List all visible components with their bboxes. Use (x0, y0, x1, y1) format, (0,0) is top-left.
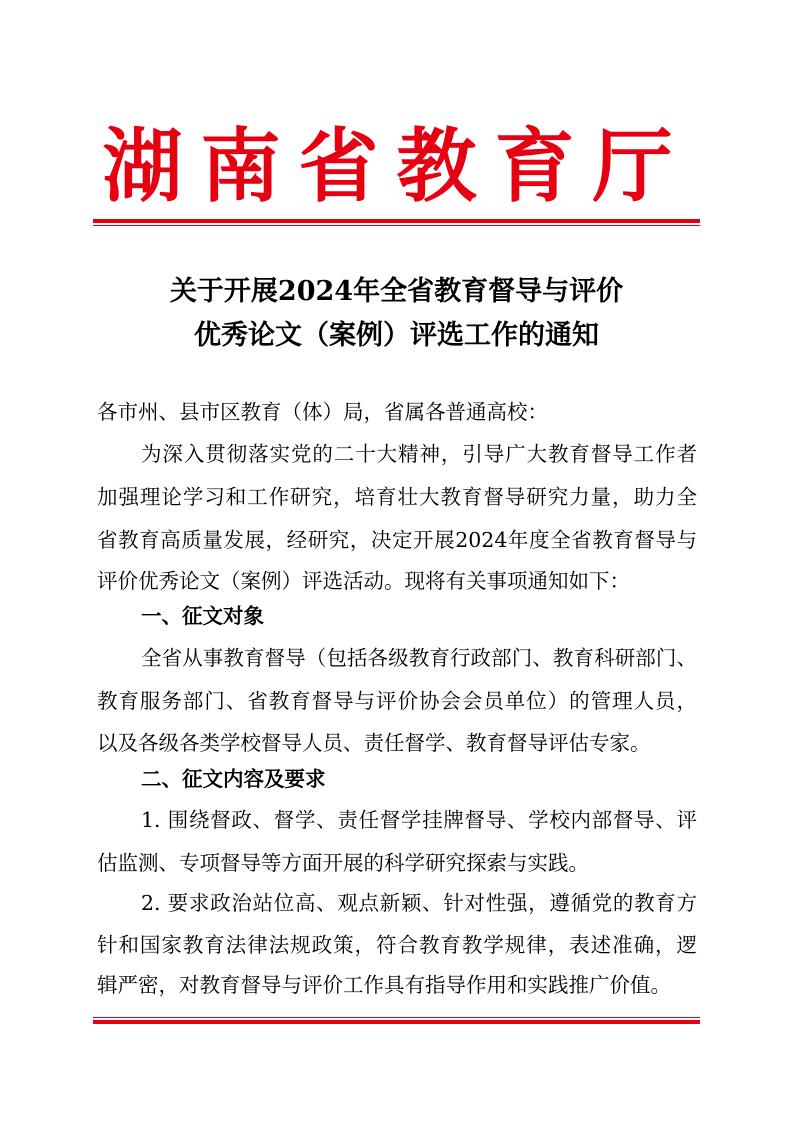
section-2-heading: 二、征文内容及要求 (141, 767, 326, 791)
section-2-item-2-line: 针和国家教育法律法规政策，符合教育教学规律，表述准确，逻 (97, 933, 697, 957)
section-2-item-2-line: 2. 要求政治站位高、观点新颖、针对性强，遵循党的教育方 (141, 891, 697, 915)
masthead: 湖南省教育厅 (102, 119, 691, 213)
document-title-line-2: 优秀论文（案例）评选工作的通知 (194, 320, 599, 351)
section-1-line: 以及各级各类学校督导人员、责任督学、教育督导评估专家。 (97, 731, 651, 755)
masthead-rule-top (93, 219, 700, 226)
salutation: 各市州、县市区教育（体）局，省属各普通高校： (97, 400, 548, 424)
section-2-item-1-line: 估监测、专项督导等方面开展的科学研究探索与实践。 (97, 851, 589, 875)
intro-line: 加强理论学习和工作研究，培育壮大教育督导研究力量，助力全 (97, 485, 697, 509)
document-title-line-1: 关于开展2024年全省教育督导与评价 (169, 276, 624, 307)
section-1-line: 全省从事教育督导（包括各级教育行政部门、教育科研部门、 (141, 646, 697, 670)
intro-line: 为深入贯彻落实党的二十大精神，引导广大教育督导工作者 (141, 442, 697, 466)
section-1-line: 教育服务部门、省教育督导与评价协会会员单位）的管理人员， (97, 689, 697, 713)
intro-line: 省教育高质量发展，经研究，决定开展2024年度全省教育督导与 (97, 528, 697, 552)
footer-rule-bottom (93, 1017, 700, 1024)
section-2-item-1-line: 1. 围绕督政、督学、责任督学挂牌督导、学校内部督导、评 (141, 808, 697, 832)
section-2-item-2-line: 辑严密，对教育督导与评价工作具有指导作用和实践推广价值。 (97, 973, 671, 997)
intro-line: 评价优秀论文（案例）评选活动。现将有关事项通知如下： (97, 569, 630, 593)
section-1-heading: 一、征文对象 (141, 604, 264, 628)
